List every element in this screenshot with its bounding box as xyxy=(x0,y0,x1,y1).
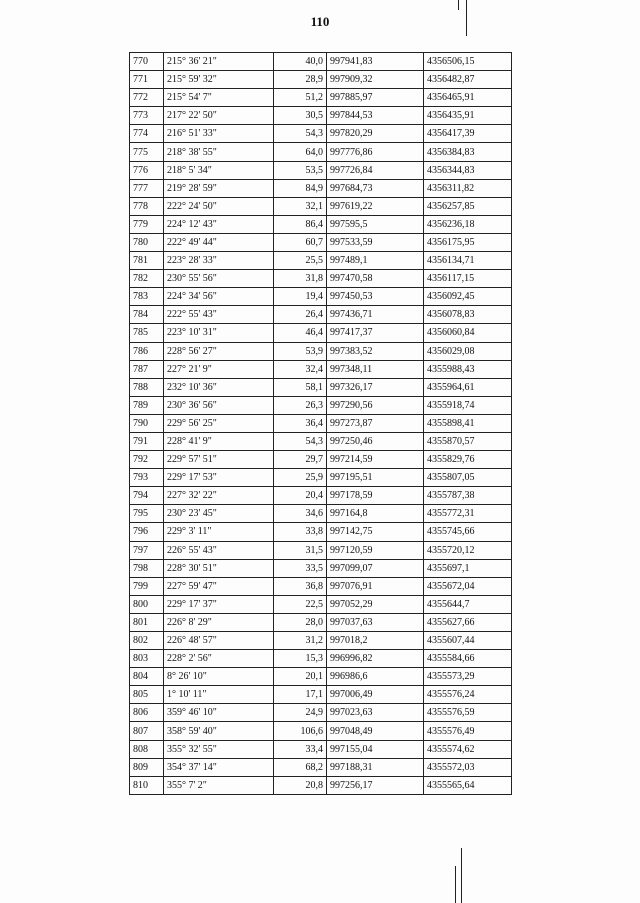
coordinates-table-body xyxy=(130,53,512,795)
x-coordinate-cell: 997099,07 xyxy=(327,559,424,577)
x-coordinate-cell: 997595,5 xyxy=(327,215,424,233)
direction-angle-cell: 229° 3' 11" xyxy=(164,523,274,541)
direction-angle-cell: 8° 26' 10" xyxy=(164,668,274,686)
distance-cell: 30,5 xyxy=(274,107,327,125)
y-coordinate-cell: 4355672,04 xyxy=(424,577,512,595)
direction-angle-cell: 229° 17' 37" xyxy=(164,595,274,613)
distance-cell: 58,1 xyxy=(274,378,327,396)
distance-cell: 33,5 xyxy=(274,559,327,577)
x-coordinate-cell: 997619,22 xyxy=(327,197,424,215)
distance-cell: 26,4 xyxy=(274,306,327,324)
x-coordinate-cell: 997909,32 xyxy=(327,71,424,89)
table-row xyxy=(130,179,512,197)
x-coordinate-cell: 997214,59 xyxy=(327,451,424,469)
distance-cell: 53,5 xyxy=(274,161,327,179)
table-row xyxy=(130,613,512,631)
y-coordinate-cell: 4355745,66 xyxy=(424,523,512,541)
x-coordinate-cell: 997489,1 xyxy=(327,252,424,270)
distance-cell: 31,5 xyxy=(274,541,327,559)
direction-angle-cell: 228° 41' 9" xyxy=(164,432,274,450)
distance-cell: 34,6 xyxy=(274,505,327,523)
x-coordinate-cell: 997450,53 xyxy=(327,288,424,306)
x-coordinate-cell: 997076,91 xyxy=(327,577,424,595)
point-number-cell: 803 xyxy=(130,650,164,668)
point-number-cell: 797 xyxy=(130,541,164,559)
distance-cell: 22,5 xyxy=(274,595,327,613)
distance-cell: 17,1 xyxy=(274,686,327,704)
distance-cell: 28,0 xyxy=(274,613,327,631)
direction-angle-cell: 358° 59' 40" xyxy=(164,722,274,740)
table-row xyxy=(130,505,512,523)
coordinates-table xyxy=(129,52,512,795)
table-row xyxy=(130,595,512,613)
y-coordinate-cell: 4355807,05 xyxy=(424,469,512,487)
table-row xyxy=(130,252,512,270)
y-coordinate-cell: 4356506,15 xyxy=(424,53,512,71)
y-coordinate-cell: 4355584,66 xyxy=(424,650,512,668)
distance-cell: 20,1 xyxy=(274,668,327,686)
table-row xyxy=(130,650,512,668)
direction-angle-cell: 355° 32' 55" xyxy=(164,740,274,758)
y-coordinate-cell: 4356236,18 xyxy=(424,215,512,233)
scan-mark-top xyxy=(466,0,467,36)
table-row xyxy=(130,215,512,233)
y-coordinate-cell: 4356384,83 xyxy=(424,143,512,161)
direction-angle-cell: 232° 10' 36" xyxy=(164,378,274,396)
y-coordinate-cell: 4355576,49 xyxy=(424,722,512,740)
distance-cell: 33,8 xyxy=(274,523,327,541)
y-coordinate-cell: 4355627,66 xyxy=(424,613,512,631)
direction-angle-cell: 226° 48' 57" xyxy=(164,632,274,650)
distance-cell: 32,1 xyxy=(274,197,327,215)
x-coordinate-cell: 997188,31 xyxy=(327,758,424,776)
scan-mark-bottom-tick xyxy=(455,866,456,903)
table-row xyxy=(130,342,512,360)
point-number-cell: 788 xyxy=(130,378,164,396)
distance-cell: 28,9 xyxy=(274,71,327,89)
point-number-cell: 810 xyxy=(130,776,164,794)
point-number-cell: 774 xyxy=(130,125,164,143)
direction-angle-cell: 359° 46' 10" xyxy=(164,704,274,722)
point-number-cell: 799 xyxy=(130,577,164,595)
distance-cell: 51,2 xyxy=(274,89,327,107)
direction-angle-cell: 228° 30' 51" xyxy=(164,559,274,577)
distance-cell: 46,4 xyxy=(274,324,327,342)
direction-angle-cell: 218° 38' 55" xyxy=(164,143,274,161)
point-number-cell: 809 xyxy=(130,758,164,776)
y-coordinate-cell: 4356311,82 xyxy=(424,179,512,197)
distance-cell: 20,4 xyxy=(274,487,327,505)
point-number-cell: 802 xyxy=(130,632,164,650)
distance-cell: 54,3 xyxy=(274,432,327,450)
table-row xyxy=(130,704,512,722)
point-number-cell: 792 xyxy=(130,451,164,469)
point-number-cell: 790 xyxy=(130,414,164,432)
table-row xyxy=(130,577,512,595)
direction-angle-cell: 222° 55' 43" xyxy=(164,306,274,324)
direction-angle-cell: 228° 2' 56" xyxy=(164,650,274,668)
y-coordinate-cell: 4355644,7 xyxy=(424,595,512,613)
x-coordinate-cell: 997417,37 xyxy=(327,324,424,342)
x-coordinate-cell: 997273,87 xyxy=(327,414,424,432)
distance-cell: 86,4 xyxy=(274,215,327,233)
table-row xyxy=(130,432,512,450)
point-number-cell: 805 xyxy=(130,686,164,704)
distance-cell: 24,9 xyxy=(274,704,327,722)
scan-mark-top-tick xyxy=(458,0,459,10)
point-number-cell: 784 xyxy=(130,306,164,324)
distance-cell: 40,0 xyxy=(274,53,327,71)
y-coordinate-cell: 4356435,91 xyxy=(424,107,512,125)
x-coordinate-cell: 997533,59 xyxy=(327,233,424,251)
point-number-cell: 776 xyxy=(130,161,164,179)
point-number-cell: 801 xyxy=(130,613,164,631)
direction-angle-cell: 230° 55' 56" xyxy=(164,270,274,288)
x-coordinate-cell: 997052,29 xyxy=(327,595,424,613)
y-coordinate-cell: 4355964,61 xyxy=(424,378,512,396)
table-row xyxy=(130,161,512,179)
direction-angle-cell: 217° 22' 50" xyxy=(164,107,274,125)
direction-angle-cell: 1° 10' 11" xyxy=(164,686,274,704)
table-row xyxy=(130,487,512,505)
table-row xyxy=(130,523,512,541)
y-coordinate-cell: 4356417,39 xyxy=(424,125,512,143)
point-number-cell: 783 xyxy=(130,288,164,306)
x-coordinate-cell: 997006,49 xyxy=(327,686,424,704)
direction-angle-cell: 222° 49' 44" xyxy=(164,233,274,251)
direction-angle-cell: 355° 7' 2" xyxy=(164,776,274,794)
y-coordinate-cell: 4355720,12 xyxy=(424,541,512,559)
x-coordinate-cell: 997436,71 xyxy=(327,306,424,324)
direction-angle-cell: 226° 55' 43" xyxy=(164,541,274,559)
point-number-cell: 793 xyxy=(130,469,164,487)
table-row xyxy=(130,233,512,251)
x-coordinate-cell: 997820,29 xyxy=(327,125,424,143)
y-coordinate-cell: 4356344,83 xyxy=(424,161,512,179)
table-row xyxy=(130,71,512,89)
distance-cell: 68,2 xyxy=(274,758,327,776)
table-row xyxy=(130,306,512,324)
point-number-cell: 807 xyxy=(130,722,164,740)
table-row xyxy=(130,197,512,215)
y-coordinate-cell: 4356175,95 xyxy=(424,233,512,251)
point-number-cell: 786 xyxy=(130,342,164,360)
y-coordinate-cell: 4355918,74 xyxy=(424,396,512,414)
direction-angle-cell: 230° 23' 45" xyxy=(164,505,274,523)
point-number-cell: 806 xyxy=(130,704,164,722)
distance-cell: 33,4 xyxy=(274,740,327,758)
y-coordinate-cell: 4356482,87 xyxy=(424,71,512,89)
x-coordinate-cell: 997120,59 xyxy=(327,541,424,559)
direction-angle-cell: 223° 10' 31" xyxy=(164,324,274,342)
table-row xyxy=(130,541,512,559)
point-number-cell: 780 xyxy=(130,233,164,251)
y-coordinate-cell: 4356060,84 xyxy=(424,324,512,342)
direction-angle-cell: 227° 32' 22" xyxy=(164,487,274,505)
y-coordinate-cell: 4356257,85 xyxy=(424,197,512,215)
point-number-cell: 794 xyxy=(130,487,164,505)
page-number: 110 xyxy=(310,14,330,29)
y-coordinate-cell: 4355572,03 xyxy=(424,758,512,776)
point-number-cell: 772 xyxy=(130,89,164,107)
distance-cell: 32,4 xyxy=(274,360,327,378)
x-coordinate-cell: 997023,63 xyxy=(327,704,424,722)
table-row xyxy=(130,451,512,469)
direction-angle-cell: 227° 59' 47" xyxy=(164,577,274,595)
y-coordinate-cell: 4355829,76 xyxy=(424,451,512,469)
y-coordinate-cell: 4356078,83 xyxy=(424,306,512,324)
distance-cell: 29,7 xyxy=(274,451,327,469)
x-coordinate-cell: 997155,04 xyxy=(327,740,424,758)
distance-cell: 19,4 xyxy=(274,288,327,306)
point-number-cell: 789 xyxy=(130,396,164,414)
x-coordinate-cell: 996986,6 xyxy=(327,668,424,686)
direction-angle-cell: 229° 17' 53" xyxy=(164,469,274,487)
distance-cell: 20,8 xyxy=(274,776,327,794)
table-row xyxy=(130,89,512,107)
direction-angle-cell: 219° 28' 59" xyxy=(164,179,274,197)
table-row xyxy=(130,378,512,396)
direction-angle-cell: 228° 56' 27" xyxy=(164,342,274,360)
scan-mark-bottom xyxy=(461,848,462,903)
distance-cell: 15,3 xyxy=(274,650,327,668)
distance-cell: 64,0 xyxy=(274,143,327,161)
distance-cell: 31,2 xyxy=(274,632,327,650)
direction-angle-cell: 215° 36' 21" xyxy=(164,53,274,71)
point-number-cell: 779 xyxy=(130,215,164,233)
table-row xyxy=(130,668,512,686)
direction-angle-cell: 227° 21' 9" xyxy=(164,360,274,378)
y-coordinate-cell: 4355772,31 xyxy=(424,505,512,523)
table-row xyxy=(130,360,512,378)
y-coordinate-cell: 4355576,24 xyxy=(424,686,512,704)
direction-angle-cell: 226° 8' 29" xyxy=(164,613,274,631)
table-row xyxy=(130,722,512,740)
point-number-cell: 773 xyxy=(130,107,164,125)
point-number-cell: 781 xyxy=(130,252,164,270)
distance-cell: 25,9 xyxy=(274,469,327,487)
direction-angle-cell: 224° 12' 43" xyxy=(164,215,274,233)
x-coordinate-cell: 997256,17 xyxy=(327,776,424,794)
distance-cell: 84,9 xyxy=(274,179,327,197)
table-row xyxy=(130,107,512,125)
x-coordinate-cell: 997037,63 xyxy=(327,613,424,631)
point-number-cell: 808 xyxy=(130,740,164,758)
table-row xyxy=(130,324,512,342)
point-number-cell: 770 xyxy=(130,53,164,71)
point-number-cell: 771 xyxy=(130,71,164,89)
table-row xyxy=(130,776,512,794)
table-row xyxy=(130,288,512,306)
direction-angle-cell: 224° 34' 56" xyxy=(164,288,274,306)
table-row xyxy=(130,559,512,577)
y-coordinate-cell: 4355574,62 xyxy=(424,740,512,758)
x-coordinate-cell: 997018,2 xyxy=(327,632,424,650)
x-coordinate-cell: 997885,97 xyxy=(327,89,424,107)
y-coordinate-cell: 4355565,64 xyxy=(424,776,512,794)
direction-angle-cell: 216° 51' 33" xyxy=(164,125,274,143)
x-coordinate-cell: 997348,11 xyxy=(327,360,424,378)
direction-angle-cell: 230° 36' 56" xyxy=(164,396,274,414)
direction-angle-cell: 223° 28' 33" xyxy=(164,252,274,270)
x-coordinate-cell: 997142,75 xyxy=(327,523,424,541)
distance-cell: 25,5 xyxy=(274,252,327,270)
direction-angle-cell: 218° 5' 34" xyxy=(164,161,274,179)
y-coordinate-cell: 4356029,08 xyxy=(424,342,512,360)
point-number-cell: 785 xyxy=(130,324,164,342)
table-row xyxy=(130,414,512,432)
x-coordinate-cell: 996996,82 xyxy=(327,650,424,668)
point-number-cell: 782 xyxy=(130,270,164,288)
point-number-cell: 791 xyxy=(130,432,164,450)
point-number-cell: 796 xyxy=(130,523,164,541)
table-row xyxy=(130,632,512,650)
distance-cell: 60,7 xyxy=(274,233,327,251)
point-number-cell: 798 xyxy=(130,559,164,577)
x-coordinate-cell: 997684,73 xyxy=(327,179,424,197)
table-row xyxy=(130,125,512,143)
point-number-cell: 795 xyxy=(130,505,164,523)
y-coordinate-cell: 4355573,29 xyxy=(424,668,512,686)
table-row xyxy=(130,758,512,776)
direction-angle-cell: 229° 57' 51" xyxy=(164,451,274,469)
distance-cell: 53,9 xyxy=(274,342,327,360)
y-coordinate-cell: 4356134,71 xyxy=(424,252,512,270)
x-coordinate-cell: 997776,86 xyxy=(327,143,424,161)
y-coordinate-cell: 4355787,38 xyxy=(424,487,512,505)
y-coordinate-cell: 4355988,43 xyxy=(424,360,512,378)
table-row xyxy=(130,396,512,414)
y-coordinate-cell: 4355898,41 xyxy=(424,414,512,432)
x-coordinate-cell: 997048,49 xyxy=(327,722,424,740)
distance-cell: 54,3 xyxy=(274,125,327,143)
x-coordinate-cell: 997844,53 xyxy=(327,107,424,125)
table-row xyxy=(130,469,512,487)
y-coordinate-cell: 4355607,44 xyxy=(424,632,512,650)
distance-cell: 36,8 xyxy=(274,577,327,595)
point-number-cell: 804 xyxy=(130,668,164,686)
point-number-cell: 777 xyxy=(130,179,164,197)
y-coordinate-cell: 4356092,45 xyxy=(424,288,512,306)
distance-cell: 36,4 xyxy=(274,414,327,432)
direction-angle-cell: 354° 37' 14" xyxy=(164,758,274,776)
x-coordinate-cell: 997250,46 xyxy=(327,432,424,450)
direction-angle-cell: 215° 54' 7" xyxy=(164,89,274,107)
x-coordinate-cell: 997941,83 xyxy=(327,53,424,71)
y-coordinate-cell: 4355576,59 xyxy=(424,704,512,722)
distance-cell: 31,8 xyxy=(274,270,327,288)
point-number-cell: 787 xyxy=(130,360,164,378)
y-coordinate-cell: 4355697,1 xyxy=(424,559,512,577)
x-coordinate-cell: 997195,51 xyxy=(327,469,424,487)
distance-cell: 106,6 xyxy=(274,722,327,740)
x-coordinate-cell: 997290,56 xyxy=(327,396,424,414)
direction-angle-cell: 229° 56' 25" xyxy=(164,414,274,432)
x-coordinate-cell: 997326,17 xyxy=(327,378,424,396)
table-row xyxy=(130,143,512,161)
table-row xyxy=(130,53,512,71)
table-row xyxy=(130,686,512,704)
x-coordinate-cell: 997383,52 xyxy=(327,342,424,360)
point-number-cell: 800 xyxy=(130,595,164,613)
x-coordinate-cell: 997178,59 xyxy=(327,487,424,505)
table-row xyxy=(130,740,512,758)
distance-cell: 26,3 xyxy=(274,396,327,414)
y-coordinate-cell: 4356117,15 xyxy=(424,270,512,288)
point-number-cell: 778 xyxy=(130,197,164,215)
y-coordinate-cell: 4356465,91 xyxy=(424,89,512,107)
x-coordinate-cell: 997164,8 xyxy=(327,505,424,523)
table-row xyxy=(130,270,512,288)
point-number-cell: 775 xyxy=(130,143,164,161)
direction-angle-cell: 215° 59' 32" xyxy=(164,71,274,89)
y-coordinate-cell: 4355870,57 xyxy=(424,432,512,450)
direction-angle-cell: 222° 24' 50" xyxy=(164,197,274,215)
x-coordinate-cell: 997726,84 xyxy=(327,161,424,179)
x-coordinate-cell: 997470,58 xyxy=(327,270,424,288)
